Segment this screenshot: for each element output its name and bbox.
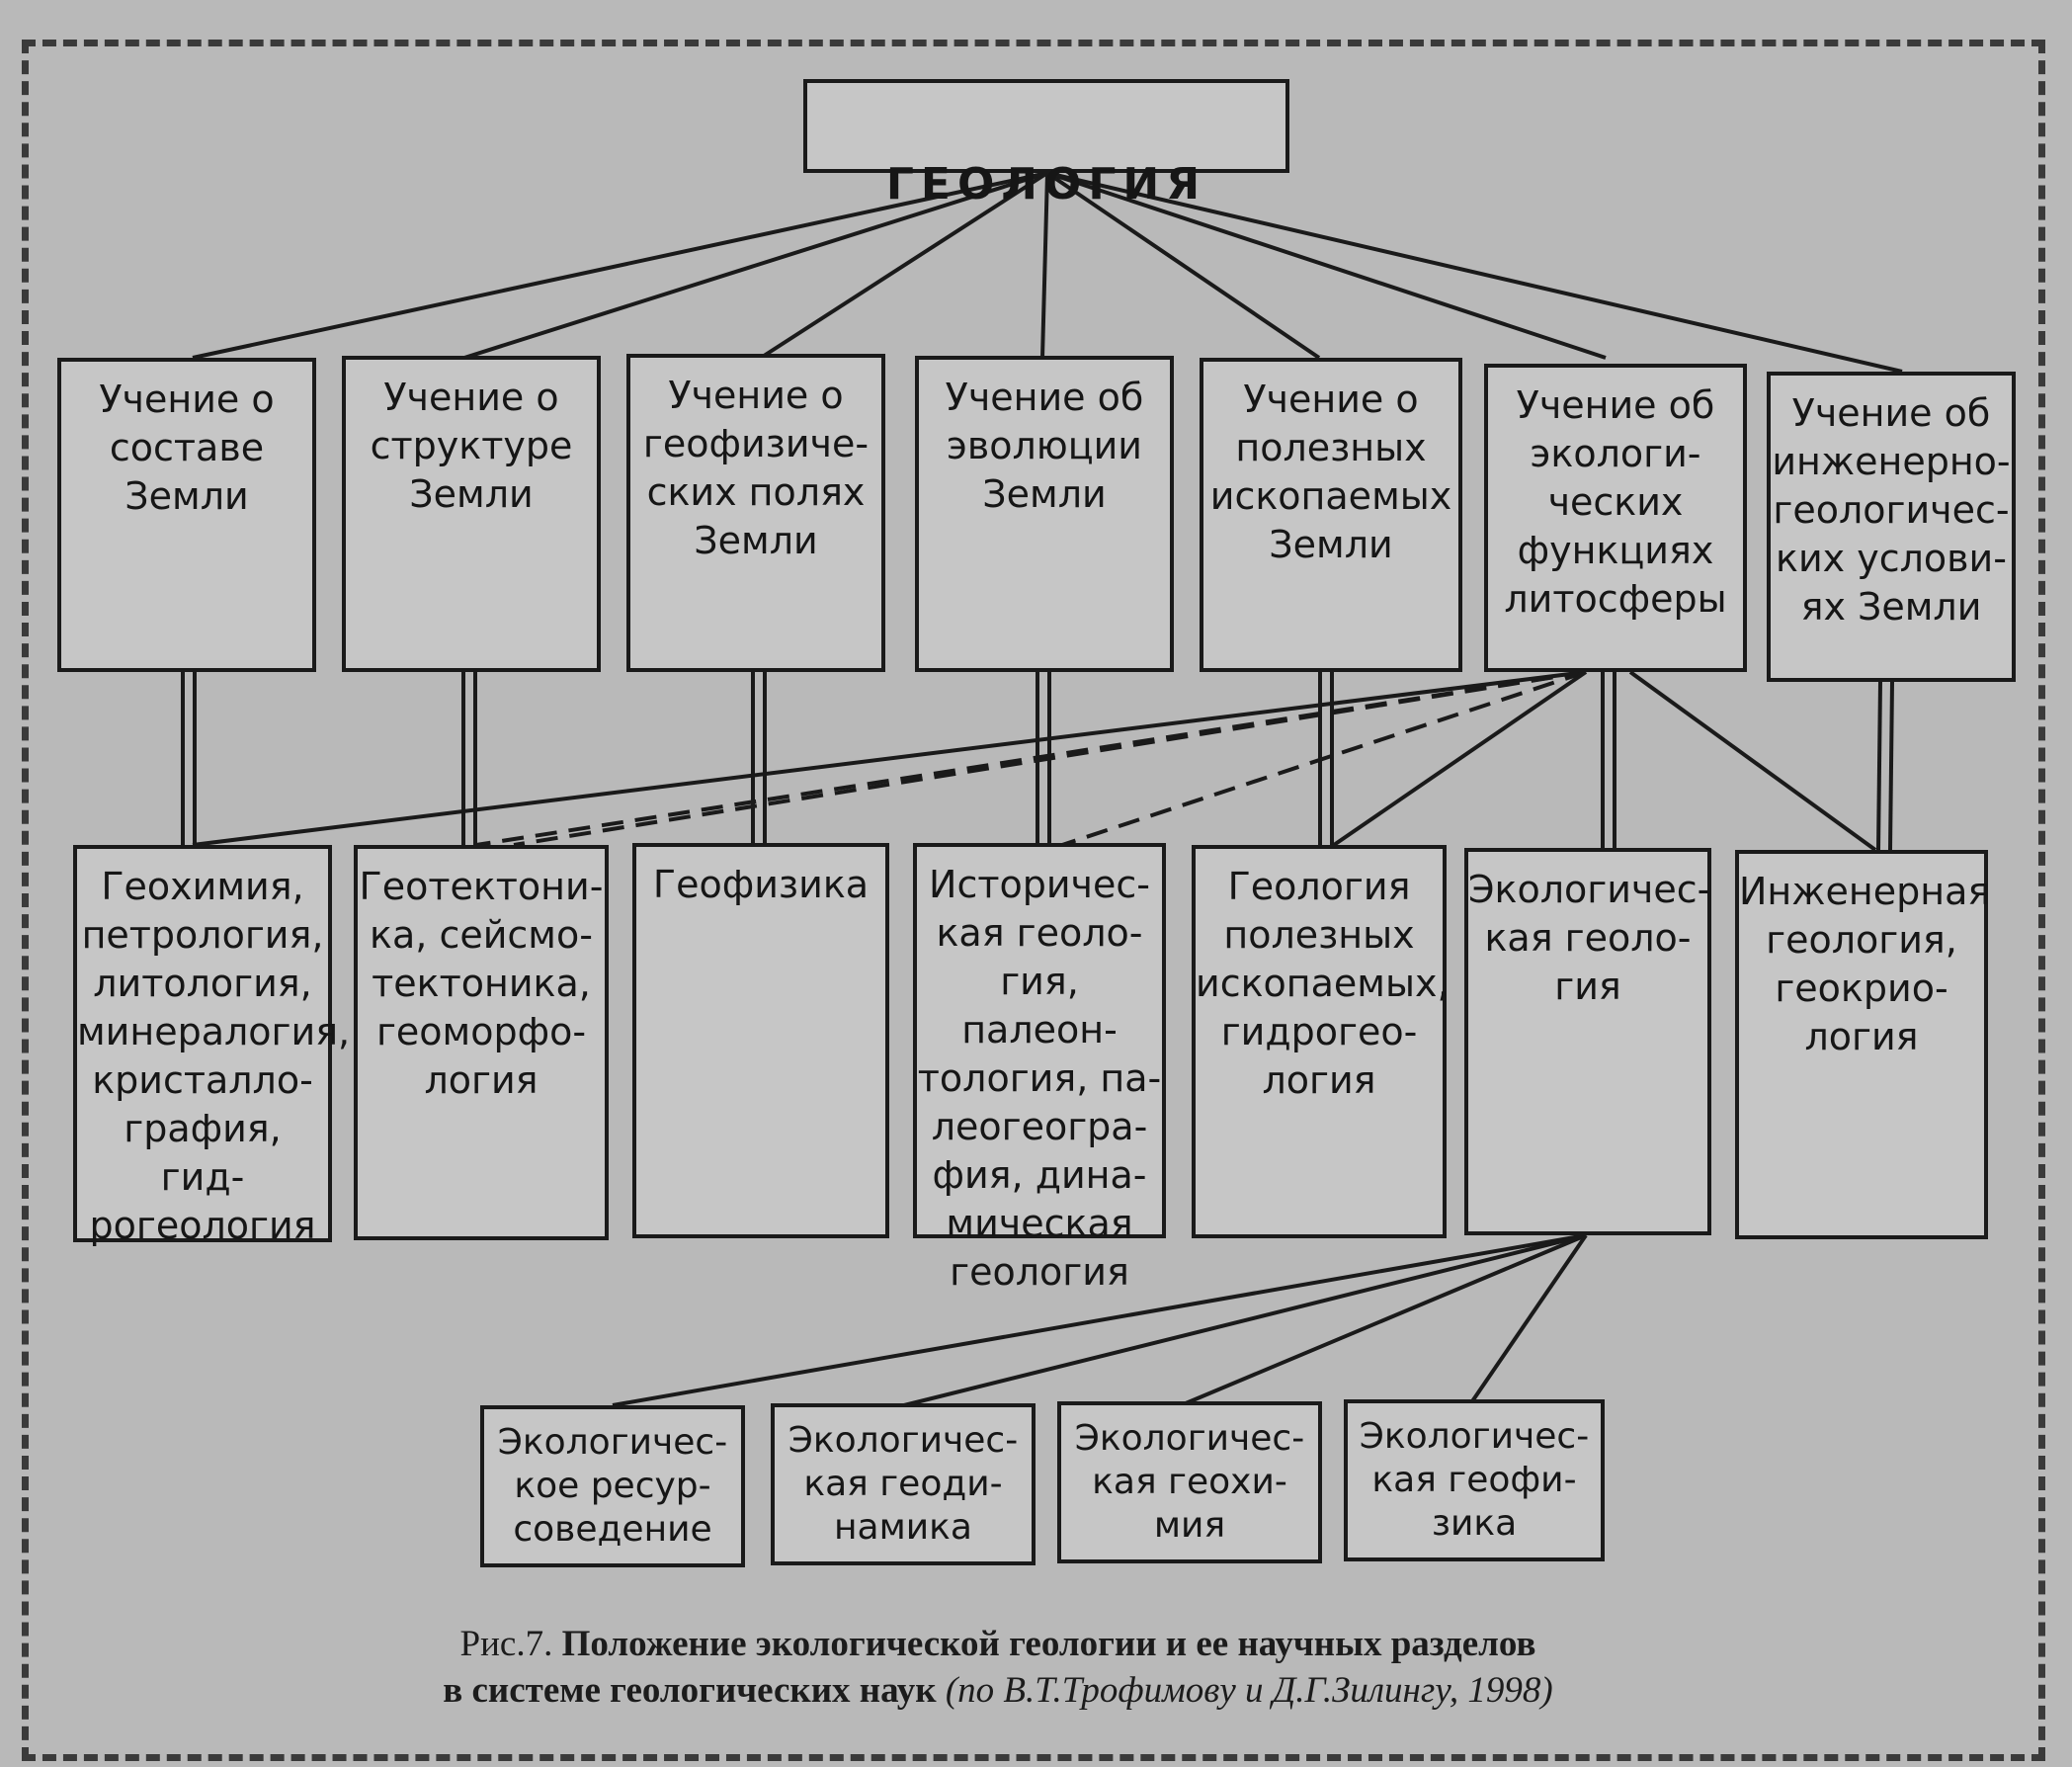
science-box-historical-geology <box>913 843 1166 1294</box>
science-box-engineering-geology <box>1735 850 1991 1239</box>
figure-caption <box>247 1621 1749 1714</box>
science-box-geochemistry <box>73 845 351 1247</box>
science-label: Экологичес- кая геоло- гия <box>1468 868 1711 1008</box>
science-label: Геофизика <box>652 863 870 906</box>
science-box-geotectonics <box>354 845 609 1240</box>
study-label: Учение об экологи- ческих функциях литосферы <box>1504 383 1727 621</box>
science-label: Геология полезных ископаемых, гидрогео- логия <box>1196 865 1450 1102</box>
subsection-box-geodynamics <box>771 1403 1036 1565</box>
caption-lead: Рис.7. <box>459 1624 553 1664</box>
science-label: Историчес- кая геоло- гия, палеон- тология, па- леогеогра- фия, дина- мическая геология <box>917 863 1162 1294</box>
subsection-box-geochemistry <box>1057 1401 1322 1563</box>
root-label: ГЕОЛОГИЯ <box>885 159 1207 210</box>
science-box-ecological-geology <box>1464 848 1711 1235</box>
study-label: Учение об инженерно- геологичес- ких услови- ях Земли <box>1772 391 2011 629</box>
study-label: Учение об эволюции Земли <box>945 376 1144 516</box>
science-label: Геотектони- ка, сейсмо- тектоника, геоморфо- логия <box>359 865 604 1102</box>
subsection-label: Экологичес- кое ресур- соведение <box>497 1422 728 1550</box>
study-label: Учение о структуре Земли <box>370 376 573 516</box>
study-box-engineering <box>1767 372 2016 682</box>
study-box-composition <box>57 358 316 672</box>
subsection-label: Экологичес- кая геохи- мия <box>1074 1418 1305 1546</box>
study-box-minerals <box>1200 358 1462 672</box>
study-box-evolution <box>915 356 1174 672</box>
caption-line-2: в системе геологических наук <box>443 1670 937 1711</box>
science-label: Инженерная геология, геокрио- логия <box>1739 870 1991 1058</box>
root-box-geology <box>803 79 1289 210</box>
study-label: Учение о составе Земли <box>99 378 275 518</box>
edge-eco-engineering <box>1630 672 1875 850</box>
subsection-box-geophysics <box>1344 1399 1605 1561</box>
study-box-structure <box>342 356 601 672</box>
science-box-geophysics <box>632 843 889 1238</box>
subsection-label: Экологичес- кая геофи- зика <box>1359 1416 1590 1544</box>
study-box-geophysical-fields <box>626 354 885 672</box>
science-box-mineral-geology <box>1192 845 1450 1238</box>
study-box-ecological-functions <box>1484 364 1747 672</box>
science-label: Геохимия, петрология, литология, минералогия, кристалло- графия, гид- рогеология <box>77 865 351 1247</box>
study-label: Учение о полезных ископаемых Земли <box>1209 378 1452 566</box>
caption-line-1: Положение экологической геологии и ее научных разделов <box>561 1624 1536 1664</box>
caption-source: (по В.Т.Трофимову и Д.Г.Зилингу, 1998) <box>945 1670 1553 1711</box>
edge-eco-geochemistry <box>193 672 1586 845</box>
subsection-box-resource <box>480 1405 745 1567</box>
subsection-label: Экологичес- кая геоди- намика <box>787 1420 1019 1548</box>
edge-eco-historical <box>1062 672 1586 845</box>
study-label: Учение о геофизиче- ских полях Земли <box>642 374 870 562</box>
